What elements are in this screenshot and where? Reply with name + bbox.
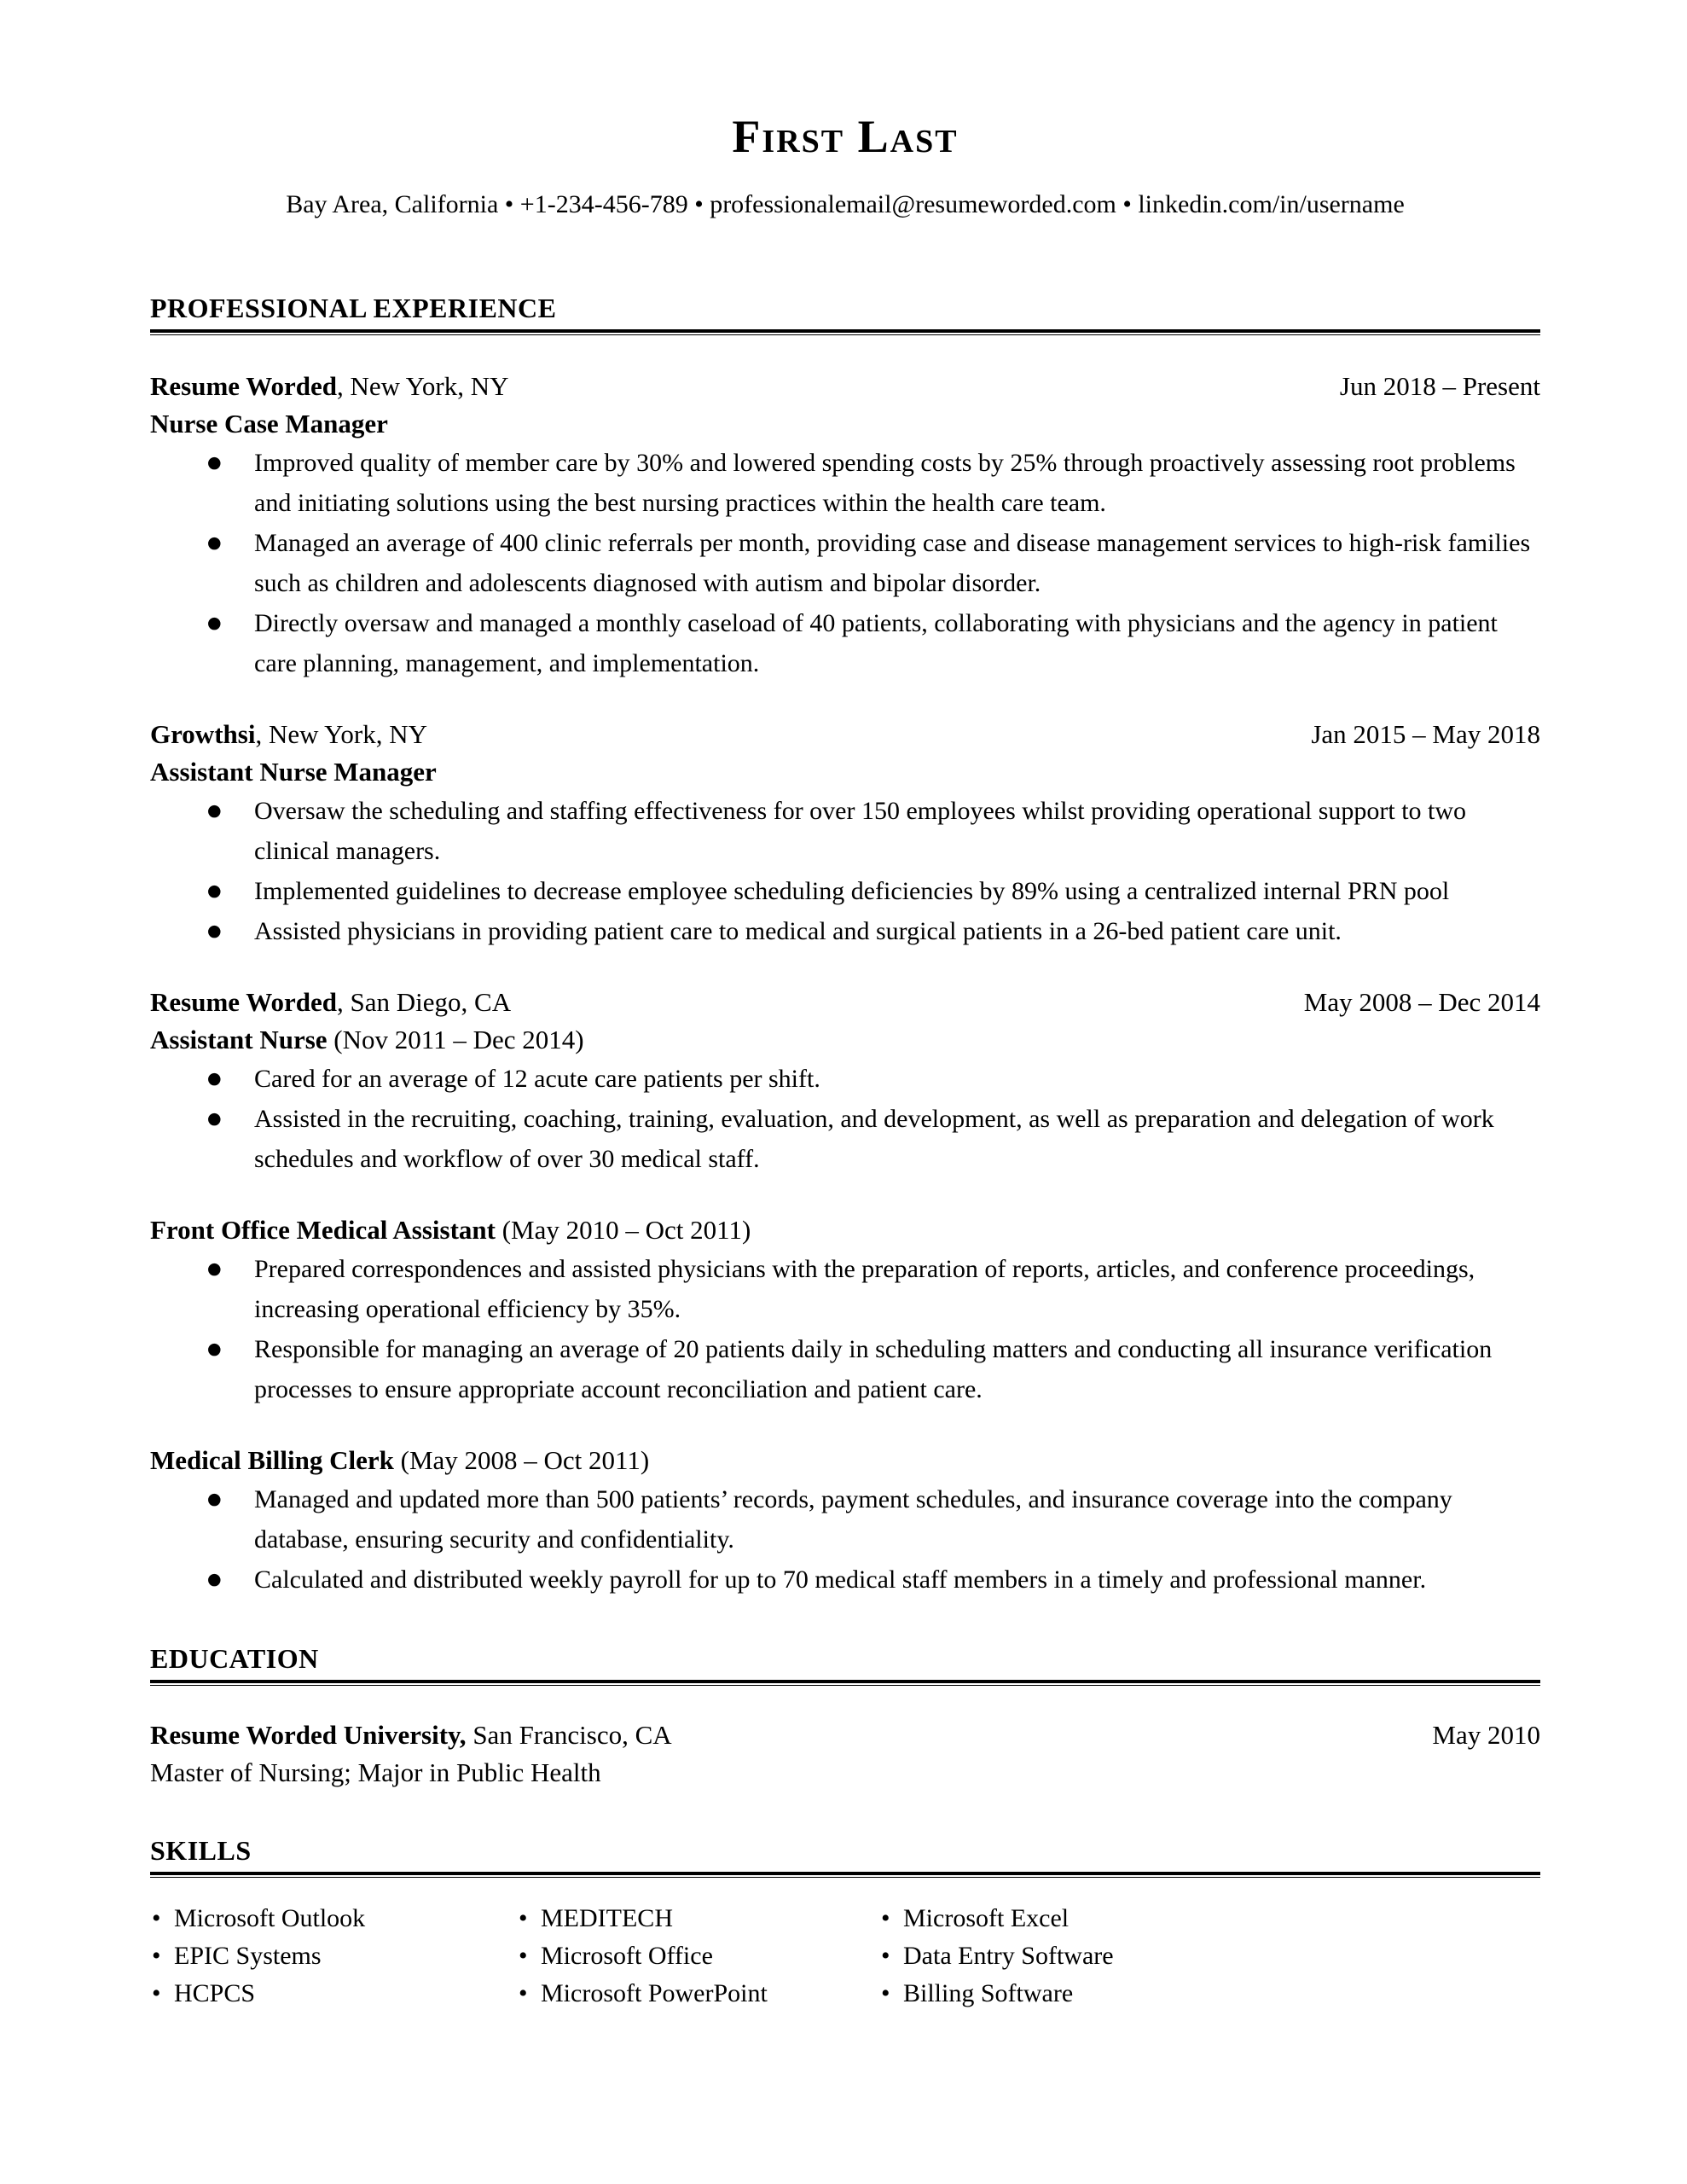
- bullet-text: Oversaw the scheduling and staffing effectiveness for over 150 employees whilst providing operational support to two clinical managers.: [254, 797, 1467, 865]
- bullet-icon: •: [881, 1979, 890, 2007]
- company-dates: Jan 2015 – May 2018: [1311, 719, 1540, 749]
- bullet-text: Assisted in the recruiting, coaching, training, evaluation, and development, as well as preparation and delegation of work schedules and workflow of over 30 medical staff.: [254, 1105, 1494, 1173]
- bullet-text: Calculated and distributed weekly payroll for up to 70 medical staff members in a timely and professional manner.: [254, 1565, 1427, 1594]
- bullet-item: [150, 443, 1540, 523]
- bullet-icon: ●: [207, 921, 222, 940]
- bullet-list: [150, 1059, 1540, 1179]
- bullet-icon: ●: [207, 1570, 222, 1589]
- skill-item: [150, 1900, 517, 1937]
- bullet-item: [150, 791, 1540, 871]
- section-title-education: EDUCATION: [150, 1643, 319, 1674]
- education-dates: May 2010: [1432, 1720, 1540, 1750]
- skill-item: [879, 1975, 1540, 2013]
- role-title: Assistant Nurse Manager: [150, 757, 437, 787]
- bullet-icon: •: [519, 1942, 528, 1970]
- bullet-icon: •: [152, 1942, 161, 1970]
- bullet-icon: ●: [207, 1259, 222, 1278]
- bullet-text: Assisted physicians in providing patient care to medical and surgical patients in a 26-bed patient care unit.: [254, 917, 1342, 945]
- role-entry: [150, 1211, 1540, 1409]
- company-dates: May 2008 – Dec 2014: [1303, 987, 1540, 1017]
- skills-grid: [150, 1900, 1540, 2013]
- bullet-item: [150, 603, 1540, 683]
- skill-label: Microsoft Office: [541, 1942, 713, 1970]
- skill-label: Billing Software: [903, 1979, 1074, 2007]
- school-name: Resume Worded University,: [150, 1720, 467, 1750]
- bullet-icon: ●: [207, 1490, 222, 1508]
- bullet-icon: •: [519, 1979, 528, 2007]
- skills-column-2: [517, 1900, 879, 2013]
- bullet-icon: ●: [207, 533, 222, 552]
- section-divider: [150, 1680, 1540, 1686]
- section-education: [150, 1641, 1540, 1792]
- bullet-text: Implemented guidelines to decrease employee scheduling deficiencies by 89% using a centralized internal PRN pool: [254, 877, 1450, 905]
- bullet-item: [150, 523, 1540, 603]
- skill-item: [879, 1900, 1540, 1937]
- bullet-text: Directly oversaw and managed a monthly caseload of 40 patients, collaborating with physicians and the agency in patient care planning, management, and implementation.: [254, 609, 1498, 677]
- company-dates: Jun 2018 – Present: [1339, 371, 1540, 401]
- company-name: Resume Worded: [150, 987, 338, 1017]
- experience-entry-2: [150, 716, 1540, 951]
- company-location: , New York, NY: [337, 371, 509, 401]
- role-title: Medical Billing Clerk (May 2008 – Oct 2011): [150, 1445, 650, 1475]
- experience-entry-1: [150, 368, 1540, 683]
- bullet-icon: •: [881, 1904, 890, 1932]
- section-divider: [150, 1872, 1540, 1878]
- bullet-text: Responsible for managing an average of 20 patients daily in scheduling matters and conducting all insurance verification processes to ensure appropriate account reconciliation and patient care.: [254, 1335, 1493, 1403]
- skill-label: Data Entry Software: [903, 1942, 1114, 1970]
- bullet-item: [150, 911, 1540, 951]
- company-location: , New York, NY: [255, 719, 427, 749]
- bullet-icon: •: [152, 1979, 161, 2007]
- bullet-icon: •: [881, 1942, 890, 1970]
- company-line: [150, 716, 427, 753]
- role-title-dates: (May 2010 – Oct 2011): [495, 1215, 751, 1245]
- company-name: Growthsi: [150, 719, 256, 749]
- skill-label: Microsoft PowerPoint: [541, 1979, 768, 2007]
- bullet-text: Managed and updated more than 500 patients’ records, payment schedules, and insurance coverage into the company database, ensuring security and confidentiality.: [254, 1485, 1452, 1554]
- role-entry: [150, 1442, 1540, 1600]
- bullet-text: Cared for an average of 12 acute care patients per shift.: [254, 1065, 820, 1093]
- skill-item: [879, 1937, 1540, 1975]
- skills-column-3: [879, 1900, 1540, 2013]
- bullet-text: Improved quality of member care by 30% and lowered spending costs by 25% through proactively assessing root problems and initiating solutions using the best nursing practices within the health care team.: [254, 449, 1516, 517]
- skill-label: HCPCS: [174, 1979, 256, 2007]
- bullet-text: Prepared correspondences and assisted physicians with the preparation of reports, articles, and conference proceedings, increasing operational efficiency by 35%.: [254, 1255, 1475, 1323]
- company-location: , San Diego, CA: [337, 987, 512, 1017]
- section-skills: [150, 1833, 1540, 2013]
- bullet-icon: •: [519, 1904, 528, 1932]
- bullet-item: [150, 1099, 1540, 1179]
- role-title: Nurse Case Manager: [150, 409, 388, 439]
- bullet-text: Managed an average of 400 clinic referrals per month, providing case and disease management services to high-risk families such as children and adolescents diagnosed with autism and bipolar disorder.: [254, 529, 1531, 597]
- section-divider: [150, 329, 1540, 335]
- resume-name: First Last: [732, 111, 959, 162]
- bullet-list: [150, 443, 1540, 683]
- bullet-icon: ●: [207, 613, 222, 632]
- school-location: San Francisco, CA: [466, 1720, 672, 1750]
- skill-item: [517, 1900, 879, 1937]
- role-title: Assistant Nurse (Nov 2011 – Dec 2014): [150, 1025, 584, 1054]
- bullet-icon: ●: [207, 1339, 222, 1358]
- skill-label: Microsoft Outlook: [174, 1904, 366, 1932]
- company-line: [150, 368, 509, 405]
- skill-label: Microsoft Excel: [903, 1904, 1070, 1932]
- bullet-icon: ●: [207, 881, 222, 900]
- skill-item: [517, 1975, 879, 2013]
- section-professional-experience: [150, 290, 1540, 1600]
- bullet-icon: •: [152, 1904, 161, 1932]
- section-title-skills: SKILLS: [150, 1835, 252, 1866]
- skill-item: [150, 1975, 517, 2013]
- bullet-item: [150, 1249, 1540, 1329]
- degree-line: Master of Nursing; Major in Public Health: [150, 1757, 601, 1787]
- school-line: [150, 1716, 672, 1754]
- bullet-list: [150, 1249, 1540, 1409]
- bullet-item: [150, 1479, 1540, 1560]
- skill-label: MEDITECH: [541, 1904, 673, 1932]
- experience-entry-3: [150, 984, 1540, 1600]
- skill-item: [517, 1937, 879, 1975]
- company-name: Resume Worded: [150, 371, 338, 401]
- role-title-dates: (Nov 2011 – Dec 2014): [327, 1025, 584, 1054]
- bullet-item: [150, 1329, 1540, 1409]
- bullet-item: [150, 1059, 1540, 1099]
- contact-line: Bay Area, California • +1-234-456-789 • professionalemail@resumeworded.com • linkedin.com/in/username: [286, 190, 1405, 218]
- bullet-icon: ●: [207, 453, 222, 472]
- bullet-list: [150, 791, 1540, 951]
- role-title: Front Office Medical Assistant (May 2010 – Oct 2011): [150, 1215, 751, 1245]
- company-line: [150, 984, 511, 1021]
- bullet-item: [150, 1560, 1540, 1600]
- skill-item: [150, 1937, 517, 1975]
- bullet-icon: ●: [207, 1109, 222, 1128]
- bullet-icon: ●: [207, 1069, 222, 1088]
- bullet-list: [150, 1479, 1540, 1600]
- section-title-experience: PROFESSIONAL EXPERIENCE: [150, 293, 557, 323]
- bullet-item: [150, 871, 1540, 911]
- skill-label: EPIC Systems: [174, 1942, 322, 1970]
- bullet-icon: ●: [207, 801, 222, 820]
- skills-column-1: [150, 1900, 517, 2013]
- role-title-dates: (May 2008 – Oct 2011): [393, 1445, 650, 1475]
